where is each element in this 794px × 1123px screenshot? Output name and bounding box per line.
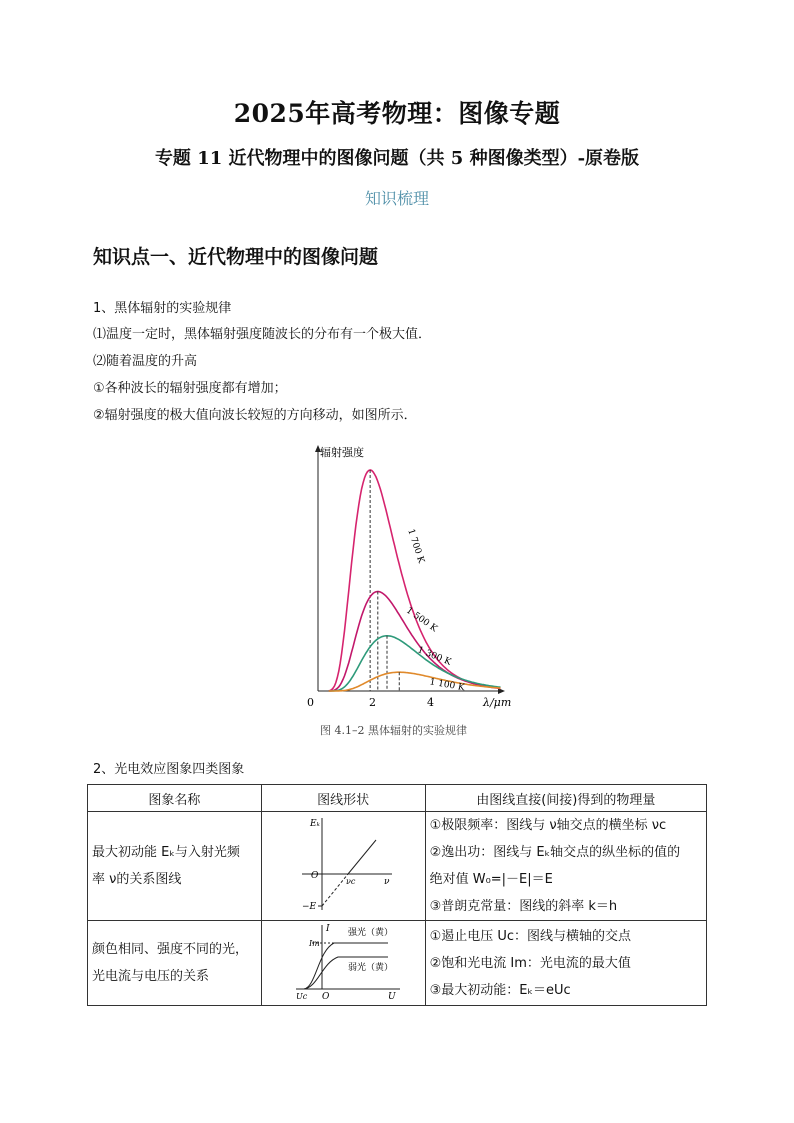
table-row	[88, 812, 707, 921]
u-label: U	[388, 992, 396, 1001]
row1-info-cell	[425, 812, 706, 921]
row1-name-line-1: 最大初动能 Eₖ与入射光频	[92, 845, 240, 860]
section-heading: 知识点一、近代物理中的图像问题	[93, 246, 379, 268]
row1-figure-cell	[261, 812, 425, 921]
page-title: 2025年高考物理：图像专题	[233, 99, 561, 128]
weak-light-curve	[304, 957, 388, 989]
i-u-graph	[278, 921, 408, 1001]
blackbody-line-4: ②辐射强度的极大值向波长较短的方向移动，如图所示．	[93, 408, 417, 423]
header-shape: 图线形状	[261, 785, 425, 812]
row2-name-line-2: 光电流与电压的关系	[92, 969, 210, 984]
series-label-1300K: 1 300 K	[415, 645, 453, 668]
row1-name-cell	[88, 812, 262, 921]
ek-label: Eₖ	[310, 819, 320, 829]
row1-info-3: 绝对值 W₀=|－E|＝E	[429, 872, 553, 887]
row2-name-line-1: 颜色相同、强度不同的光，	[92, 942, 249, 957]
blackbody-chart	[290, 440, 520, 740]
blackbody-line-3: ①各种波长的辐射强度都有增加；	[93, 381, 287, 396]
origin-label: O	[311, 871, 319, 881]
y-axis-label: 辐射强度	[320, 446, 364, 459]
row1-info-4: ③普朗克常量：图线的斜率 k＝h	[429, 899, 618, 914]
figure-caption: 图 4.1–2 黑体辐射的实验规律	[320, 724, 467, 737]
table-header-row	[88, 785, 707, 812]
series-label-1700K: 1 700 K	[405, 527, 426, 565]
origin-label: O	[322, 992, 330, 1001]
series-label-1100K: 1 100 K	[428, 677, 466, 694]
x-tick-2: 2	[369, 696, 376, 709]
ek-line-extension	[322, 874, 348, 906]
blackbody-title: 1、黑体辐射的实验规律	[93, 301, 232, 316]
neg-e-label: −E	[302, 902, 317, 912]
x-axis-label: λ/μm	[483, 696, 512, 709]
header-name: 图象名称	[88, 785, 262, 812]
series-label-1500K: 1 500 K	[404, 605, 439, 635]
row2-name-cell	[88, 921, 262, 1006]
row2-figure-cell	[261, 921, 425, 1006]
nu-label: ν	[384, 877, 390, 887]
ek-line	[348, 840, 376, 874]
im-label: Im	[309, 939, 320, 948]
i-label: I	[326, 924, 330, 934]
row1-info-1: ①极限频率：图线与 ν轴交点的横坐标 νc	[429, 818, 667, 833]
x-tick-4: 4	[427, 696, 434, 709]
row2-info-cell	[425, 921, 706, 1006]
page-subtitle: 专题 11 近代物理中的图像问题（共 5 种图像类型）-原卷版	[154, 148, 640, 169]
photoelectric-table	[87, 784, 707, 1006]
nuc-label: νc	[346, 877, 356, 886]
blackbody-line-2: ⑵随着温度的升高	[93, 354, 198, 369]
curve-1500K	[329, 592, 501, 694]
table-row	[88, 921, 707, 1006]
row2-info-2: ②饱和光电流 Im：光电流的最大值	[429, 955, 631, 971]
photoelectric-title: 2、光电效应图象四类图象	[93, 762, 245, 777]
x-tick-0: 0	[307, 696, 314, 709]
row2-info-3: ③最大初动能：Eₖ＝eUc	[429, 982, 571, 998]
curve-1700K	[329, 470, 501, 694]
blackbody-line-1: ⑴温度一定时，黑体辐射强度随波长的分布有一个极大值．	[93, 327, 432, 342]
row1-name-line-2: 率 ν的关系图线	[92, 872, 182, 887]
row2-info-1: ①遏止电压 Uc：图线与横轴的交点	[429, 928, 632, 944]
strong-light-label: 强光（黄）	[348, 928, 394, 938]
uc-label: Uc	[296, 992, 308, 1001]
header-quantities: 由图线直接(间接)得到的物理量	[425, 785, 706, 812]
weak-light-label: 弱光（黄）	[348, 963, 394, 973]
ek-nu-graph	[288, 814, 398, 914]
section-label: 知识梳理	[364, 189, 429, 208]
row1-info-2: ②逸出功：图线与 Eₖ轴交点的纵坐标的值的	[429, 845, 681, 860]
